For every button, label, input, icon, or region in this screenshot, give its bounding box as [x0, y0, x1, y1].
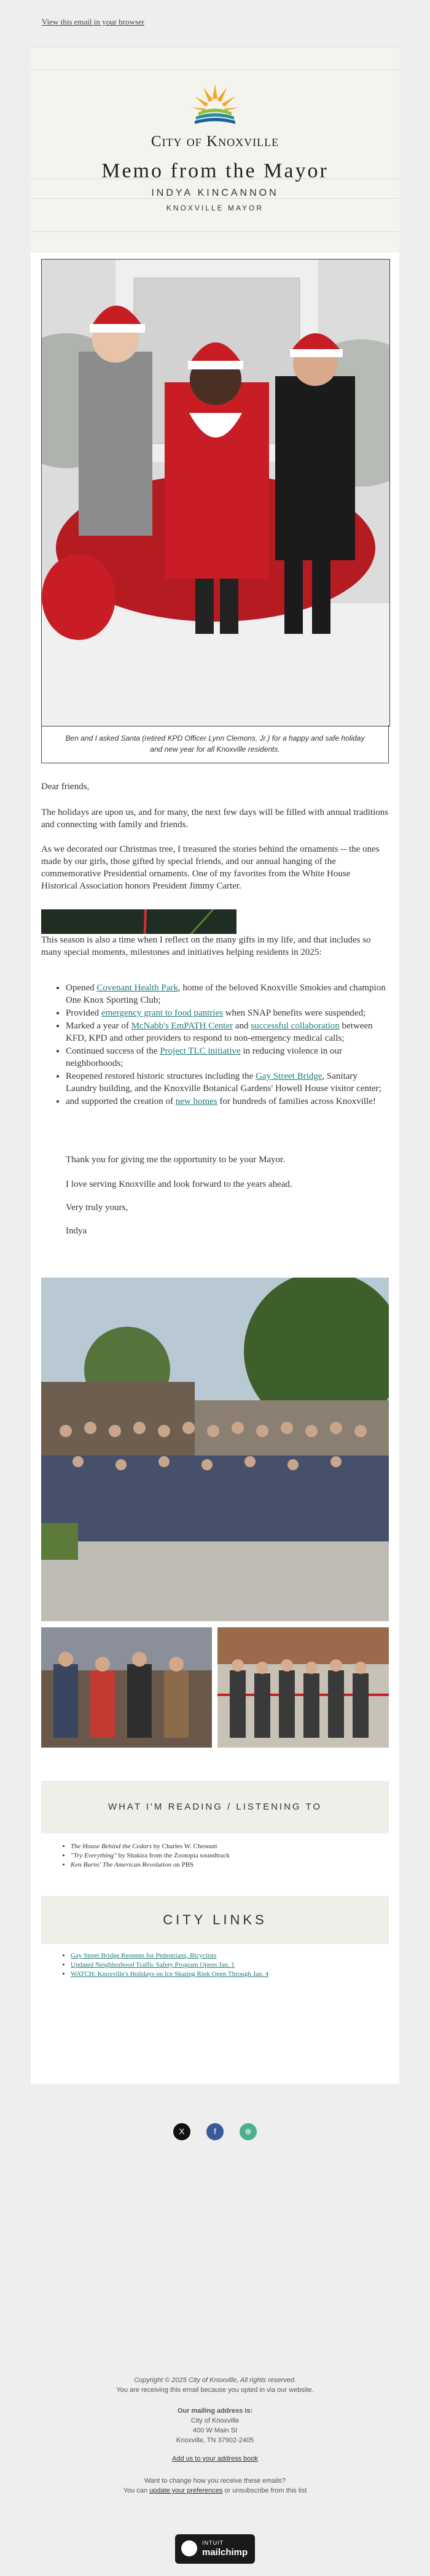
- city-links-heading: CITY LINKS: [41, 1896, 389, 1944]
- mayor-title: KNOXVILLE MAYOR: [166, 204, 264, 212]
- address-book-wrap: [0, 2455, 430, 2464]
- list-item: • Provided emergency grant to food pantries when SNAP benefits were suspended;: [66, 1007, 389, 1019]
- ribbon-cutting-photo: [217, 1627, 389, 1748]
- gay-street-bridge-news-link[interactable]: Gay Street Bridge Reopens for Pedestrians, Bicyclists: [71, 1952, 217, 1959]
- address-org: City of Knoxville: [190, 2417, 240, 2424]
- accomplishments-list: [41, 982, 389, 1108]
- covenant-health-park-link[interactable]: Covenant Health Park: [96, 983, 178, 993]
- santa-photo: [41, 259, 390, 727]
- accomplishments-section: [31, 934, 399, 1278]
- signature: Indya: [66, 1226, 87, 1236]
- list-item: • Ken Burns' The American Revolution on PBS: [71, 1861, 390, 1870]
- address-book-link[interactable]: Add us to your address book: [171, 2455, 259, 2462]
- subscription-reason: You are receiving this email because you opted in via our website.: [116, 2386, 314, 2394]
- badge-mailchimp: mailchimp: [202, 2547, 248, 2558]
- copyright: Copyright © 2025 City of Knoxville, All rights reserved.: [134, 2377, 296, 2384]
- list-item: [71, 1951, 390, 1961]
- city-logo-icon: [31, 82, 399, 131]
- list-item: • Marked a year of McNabb's EmPATH Center and successful collaboration between KFD, KPD and other providers to respond to non-emergency medical calls;: [66, 1020, 389, 1044]
- masthead: [31, 47, 399, 253]
- list-item: [71, 1970, 390, 1979]
- paragraph: I love serving Knoxville and look forward to the years ahead.: [66, 1179, 292, 1189]
- reading-list: [64, 1842, 390, 1870]
- list-item: • "Try Everything" by Shakira from the Zootopia soundtrack: [71, 1851, 390, 1861]
- update-preferences-link[interactable]: update your preferences: [149, 2487, 223, 2494]
- collaboration-link[interactable]: successful collaboration: [251, 1021, 340, 1031]
- mailchimp-badge[interactable]: [175, 2534, 255, 2564]
- photo-caption: Ben and I asked Santa (retired KPD Officer Lynn Clemons, Jr.) for a happy and safe holiday and new year for all Knoxville residents.: [41, 725, 389, 763]
- group-photo: [41, 1278, 389, 1621]
- food-pantries-link[interactable]: emergency grant to food pantries: [101, 1008, 223, 1018]
- mailing-label: Our mailing address is:: [177, 2407, 253, 2415]
- website-icon[interactable]: ⊕: [240, 2123, 257, 2140]
- newsletter-title: Memo from the Mayor: [101, 160, 329, 182]
- project-tlc-link[interactable]: Project TLC initiative: [160, 1046, 241, 1056]
- empath-center-link[interactable]: McNabb's EmPATH Center: [131, 1021, 233, 1031]
- unsubscribe-link[interactable]: unsubscribe from this list: [232, 2487, 307, 2494]
- event-photo-left: [41, 1627, 212, 1748]
- ice-skating-link[interactable]: WATCH: Knoxville's Holidays on Ice Skating Rink Open Through Jan. 4: [71, 1970, 269, 1978]
- list-item: • The House Behind the Cedars by Charles W. Chesnutt: [71, 1842, 390, 1851]
- city-links-list: [64, 1951, 390, 1979]
- paragraph: The holidays are upon us, and for many, the next few days will be filled with annual traditions and connecting with family and friends.: [41, 808, 389, 830]
- paragraph: As we decorated our Christmas tree, I treasured the stories behind the ornaments -- the ones made by our girls, those gifted by special friends, and our annual hanging of the commemorative Presidential ornaments. One of my favorites from the White House Historical Association honors President Jimmy Carter.: [41, 844, 380, 891]
- preferences-line: You can update your preferences or unsubscribe from this list: [123, 2487, 307, 2494]
- list-item: • Reopened restored historic structures including the Gay Street Bridge, Sanitary Laundry building, and the Knoxville Botanical Gardens' Howell House visitor center;: [66, 1070, 389, 1095]
- rule-line: [31, 231, 399, 232]
- rule-line: [31, 69, 399, 70]
- badge-intuit: INTUIT: [202, 2540, 224, 2546]
- mayor-name: INDYA KINCANNON: [151, 188, 279, 198]
- gay-street-bridge-link[interactable]: Gay Street Bridge: [256, 1071, 322, 1081]
- paragraph: Thank you for giving me the opportunity to be your Mayor.: [66, 1155, 286, 1165]
- facebook-icon[interactable]: f: [206, 2123, 224, 2140]
- address-street: 400 W Main St: [192, 2427, 238, 2434]
- new-homes-link[interactable]: new homes: [175, 1097, 217, 1106]
- address-city: Knoxville, TN 37902-2405: [176, 2437, 254, 2444]
- city-wordmark: City of Knoxville: [150, 133, 280, 150]
- photo-gallery: [31, 1278, 399, 2084]
- letter-section: [31, 253, 399, 934]
- list-item: • and supported the creation of new homes for hundreds of families across Knoxville!: [66, 1095, 389, 1108]
- traffic-safety-link[interactable]: Updated Neighborhood Traffic Safety Program Opens Jan. 1: [71, 1961, 235, 1969]
- list-item: [71, 1961, 390, 1970]
- closing: Very truly yours,: [66, 1203, 128, 1213]
- greeting: Dear friends,: [41, 782, 90, 792]
- view-in-browser-link[interactable]: View this email in your browser: [42, 17, 145, 26]
- mailchimp-icon: [181, 2540, 197, 2556]
- x-icon[interactable]: X: [173, 2123, 190, 2140]
- change-prompt: Want to change how you receive these emails?: [144, 2477, 286, 2485]
- paragraph: This season is also a time when I reflect on the many gifts in my life, and that includes so many special moments, milestones and initiatives helping residents in 2025:: [41, 935, 371, 957]
- reading-heading: WHAT I'M READING / LISTENING TO: [41, 1781, 389, 1834]
- list-item: • Opened Covenant Health Park, home of the beloved Knoxville Smokies and champion One Knox Sporting Club;: [66, 982, 389, 1006]
- list-item: • Continued success of the Project TLC initiative in reducing violence in our neighborhoods;: [66, 1045, 389, 1070]
